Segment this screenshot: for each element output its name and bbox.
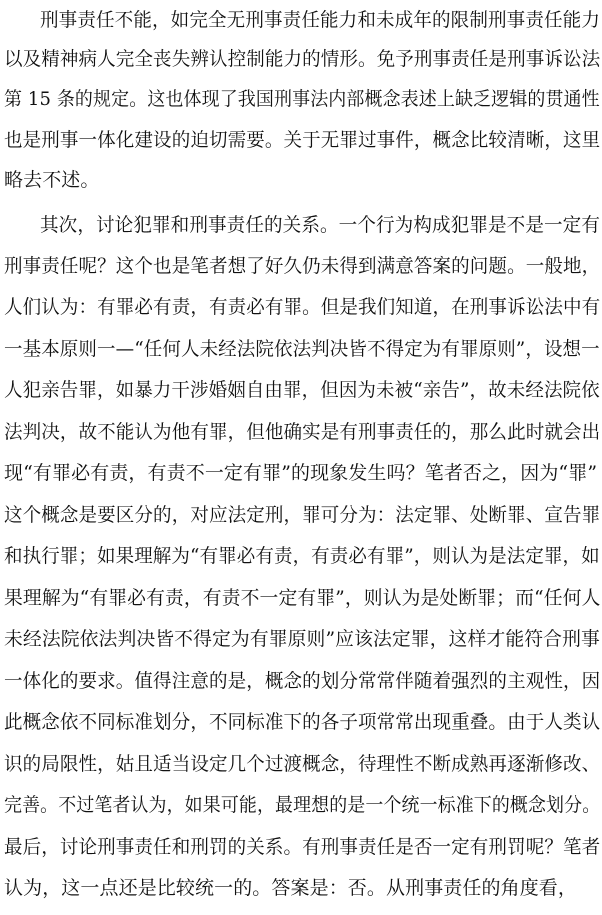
text-line: 此概念依不同标准划分，不同标准下的各子项常常出现重叠。由于人类认	[4, 711, 601, 733]
text-line: 人犯亲告罪，如暴力干涉婚姻自由罪，但因为未被“亲告”，故未经法院依	[4, 379, 600, 401]
text-line: 略去不述。	[4, 169, 100, 191]
text-line: 也是刑事一体化建设的迫切需要。关于无罪过事件，概念比较清晰，这里	[4, 129, 601, 151]
text-line: 识的局限性，姑且适当设定几个过渡概念，待理性不断成熟再逐渐修改、	[4, 753, 601, 775]
text-line: 一体化的要求。值得注意的是，概念的划分常常伴随着强烈的主观性，因	[4, 670, 601, 692]
text-line: 第 15 条的规定。这也体现了我国刑事法内部概念表述上缺乏逻辑的贯通性	[4, 88, 600, 110]
text-line: 未经法院依法判决皆不得定为有罪原则”应该法定罪，这样才能符合刑事	[4, 628, 600, 650]
text-line: 人们认为：有罪必有责，有责必有罪。但是我们知道，在刑事诉讼法中有	[4, 296, 601, 318]
text-line: 认为，这一点还是比较统一的。答案是：否。从刑事责任的角度看，	[4, 877, 578, 899]
text-line: 和执行罪；如果理解为“有罪必有责，有责必有罪”，则认为是法定罪，如	[4, 545, 600, 567]
text-line: 一基本原则一—“任何人未经法院依法判决皆不得定为有罪原则”，设想一	[4, 338, 600, 360]
text-line: 最后，讨论刑事责任和刑罚的关系。有刑事责任是否一定有刑罚呢？笔者	[4, 836, 601, 858]
text-line: 这个概念是要区分的，对应法定刑，罪可分为：法定罪、处断罪、宣告罪	[4, 504, 601, 526]
text-line: 完善。不过笔者认为，如果可能，最理想的是一个统一标准下的概念划分。	[4, 794, 601, 816]
text-line: 果理解为“有罪必有责，有责不一定有罪”，则认为是处断罪；而“任何人	[4, 587, 601, 609]
text-line: 刑事责任呢？这个也是笔者想了好久仍未得到满意答案的问题。一般地，	[4, 255, 601, 277]
text-line: 法判决，故不能认为他有罪，但他确实是有刑事责任的，那么此时就会出	[4, 421, 601, 443]
text-line: 刑事责任不能，如完全无刑事责任能力和未成年的限制刑事责任能力	[40, 9, 601, 31]
text-line: 以及精神病人完全丧失辨认控制能力的情形。免予刑事责任是刑事诉讼法	[4, 48, 601, 70]
text-line: 现“有罪必有责，有责不一定有罪”的现象发生吗？笔者否之，因为“罪”	[4, 462, 598, 484]
text-line: 其次，讨论犯罪和刑事责任的关系。一个行为构成犯罪是不是一定有	[40, 214, 601, 236]
